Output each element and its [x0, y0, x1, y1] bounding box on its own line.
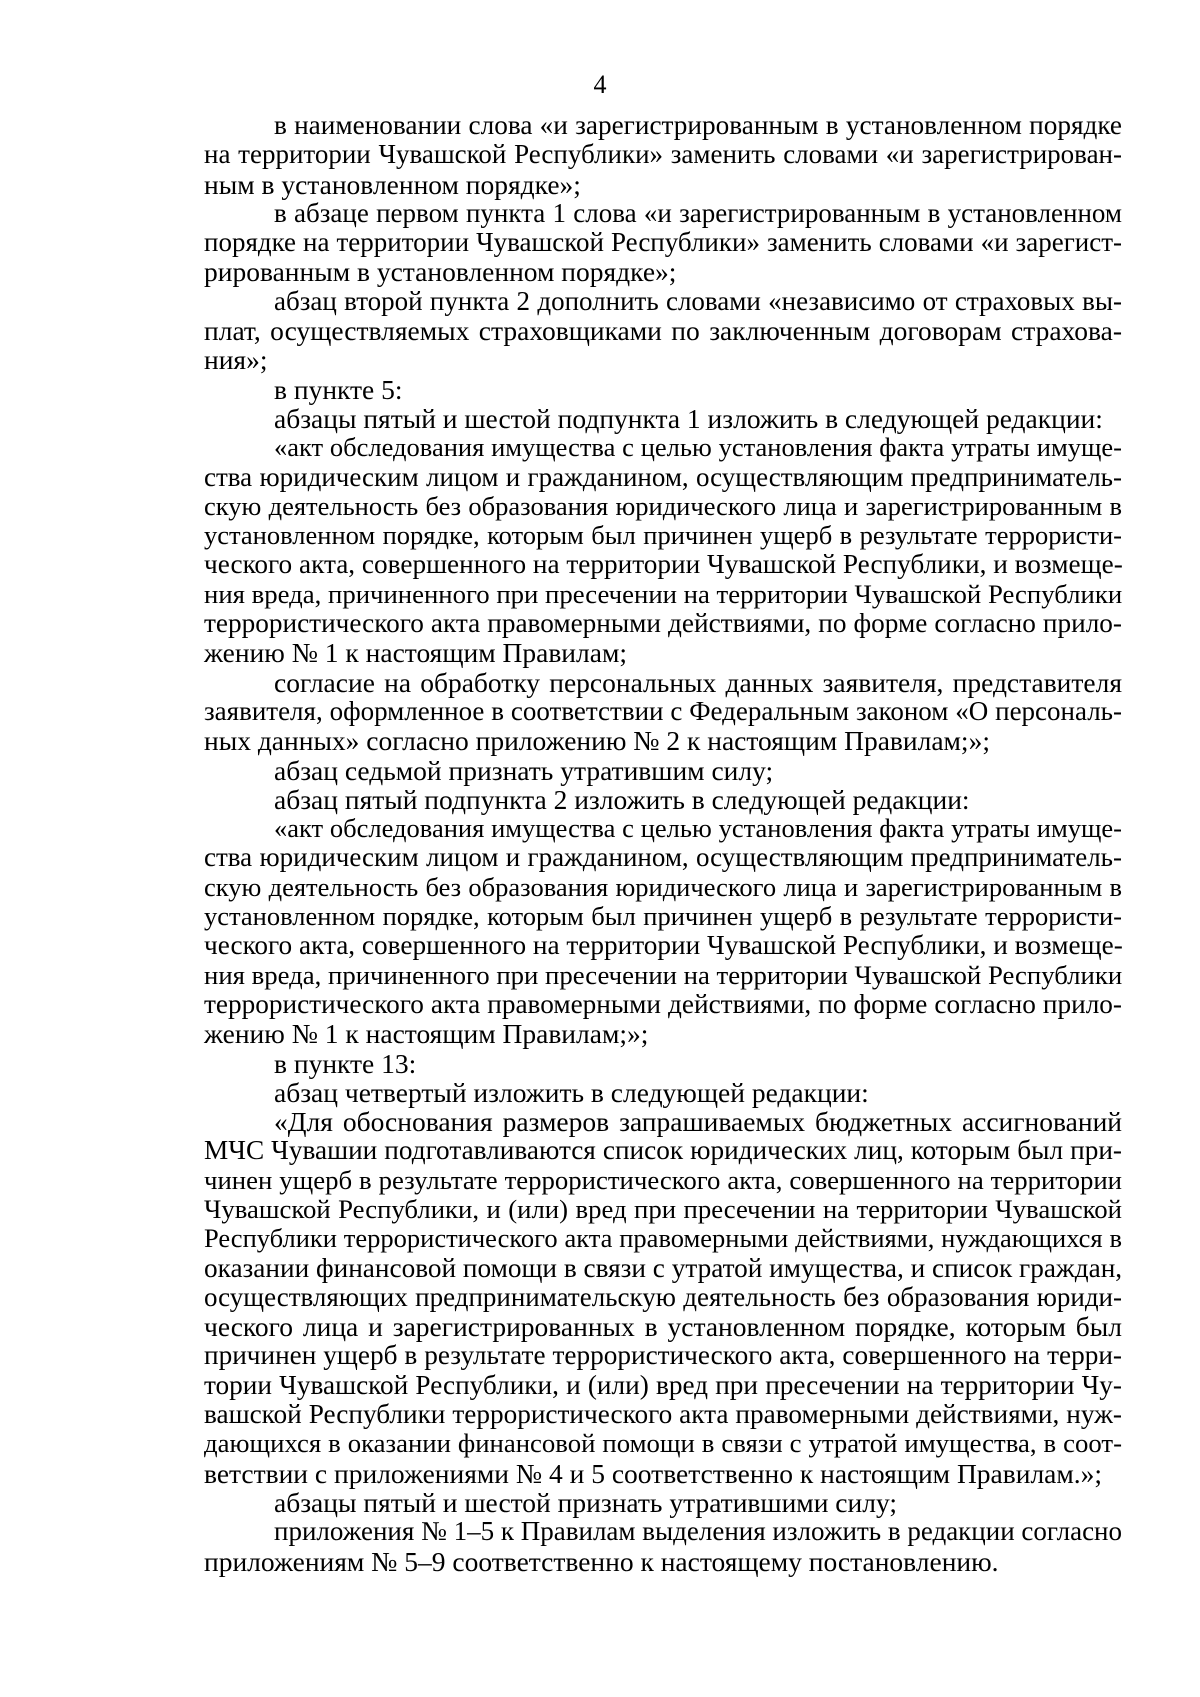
text-line: приложениям № 5–9 соответственно к настоящему постановлению.	[204, 1545, 999, 1577]
text-line: ческого акта, совершенного на территории Чувашской Республики, и возмеще-	[204, 930, 1123, 961]
text-line: дающихся в оказании финансовой помощи в связи с утратой имущества, в соот-	[204, 1428, 1122, 1459]
text-line: ческого акта, совершенного на территории Чувашской Республики, и возмеще-	[204, 549, 1123, 580]
text-line: скую деятельность без образования юридического лица и зарегистрированным в	[204, 871, 1122, 902]
text-line: ветствии с приложениями № 4 и 5 соответственно к настоящим Правилам.»;	[204, 1457, 1103, 1489]
text-line: рированным в установленном порядке»;	[204, 256, 677, 288]
text-line: приложения № 1–5 к Правилам выделения изложить в редакции согласно	[274, 1516, 1122, 1547]
text-line: скую деятельность без образования юридического лица и зарегистрированным в	[204, 490, 1122, 521]
text-line: абзацы пятый и шестой подпункта 1 изложить в следующей редакции:	[274, 402, 1103, 434]
text-line: жению № 1 к настоящим Правилам;»;	[204, 1018, 649, 1050]
text-line: Республики террористического акта правомерными действиями, нуждающихся в	[204, 1223, 1122, 1254]
text-line: в абзаце первом пункта 1 слова «и зарегистрированным в установленном	[274, 197, 1122, 228]
text-line: в наименовании слова «и зарегистрированным в установленном порядке	[274, 110, 1122, 140]
text-line: абзац второй пункта 2 дополнить словами «независимо от страховых вы-	[274, 285, 1122, 316]
text-line: причинен ущерб в результате террористического акта, совершенного на терри-	[204, 1340, 1122, 1371]
text-line: «акт обследования имущества с целью установления факта утраты имуще-	[274, 813, 1122, 844]
text-line: ных данных» согласно приложению № 2 к настоящим Правилам;»;	[204, 725, 990, 757]
text-line: Чувашской Республики, и (или) вред при пресечении на территории Чувашской	[204, 1193, 1122, 1224]
text-line: порядке на территории Чувашской Республики» заменить словами «и зарегист-	[204, 227, 1122, 258]
text-line: абзац четвертый изложить в следующей редакции:	[274, 1076, 869, 1108]
text-line: тории Чувашской Республики, и (или) вред при пресечении на территории Чу-	[204, 1369, 1122, 1400]
document-body	[204, 111, 1122, 1576]
page-number: 4	[593, 70, 607, 99]
text-line: осуществляющих предпринимательскую деятельность без образования юриди-	[204, 1281, 1122, 1312]
text-line: абзац пятый подпункта 2 изложить в следующей редакции:	[274, 783, 970, 815]
text-line: в пункте 13:	[274, 1047, 417, 1079]
text-line: ния вреда, причиненного при пресечении на территории Чувашской Республики	[204, 959, 1123, 990]
text-line: абзацы пятый и шестой признать утратившими силу;	[274, 1486, 897, 1518]
text-line: установленном порядке, которым был причинен ущерб в результате террористи-	[204, 520, 1122, 551]
text-line: на территории Чувашской Республики» заменить словами «и зарегистрирован-	[204, 139, 1122, 170]
text-line: заявителя, оформленное в соответствии с Федеральным законом «О персональ-	[204, 695, 1122, 726]
text-line: жению № 1 к настоящим Правилам;	[204, 637, 627, 669]
text-line: МЧС Чувашии подготавливаются список юридических лиц, которым был при-	[204, 1135, 1122, 1166]
text-line: ния»;	[204, 344, 268, 376]
text-line: установленном порядке, которым был причинен ущерб в результате террористи-	[204, 901, 1122, 932]
text-line: ния вреда, причиненного при пресечении на территории Чувашской Республики	[204, 578, 1123, 609]
text-line: чинен ущерб в результате террористического акта, совершенного на территории	[204, 1164, 1122, 1195]
text-line: «Для обоснования размеров запрашиваемых бюджетных ассигнований	[274, 1106, 1122, 1138]
text-line: «акт обследования имущества с целью установления факта утраты имуще-	[274, 432, 1122, 463]
text-line: плат, осуществляемых страховщиками по заключенным договорам страхова-	[204, 315, 1122, 347]
text-line: вашской Республики террористического акта правомерными действиями, нуж-	[204, 1399, 1122, 1430]
text-line: в пункте 5:	[274, 373, 403, 405]
text-line: абзац седьмой признать утратившим силу;	[274, 754, 774, 786]
text-line: террористического акта правомерными действиями, по форме согласно прило-	[204, 988, 1122, 1019]
text-line: ства юридическим лицом и гражданином, осуществляющим предприниматель-	[204, 842, 1122, 873]
text-line: ства юридическим лицом и гражданином, осуществляющим предприниматель-	[204, 461, 1122, 492]
text-line: террористического акта правомерными действиями, по форме согласно прило-	[204, 608, 1122, 639]
text-line: ческого лица и зарегистрированных в установленном порядке, которым был	[204, 1311, 1122, 1343]
text-line: ным в установленном порядке»;	[204, 168, 581, 200]
text-line: согласие на обработку персональных данных заявителя, представителя	[274, 666, 1122, 698]
text-line: оказании финансовой помощи в связи с утратой имущества, и список граждан,	[204, 1252, 1123, 1283]
